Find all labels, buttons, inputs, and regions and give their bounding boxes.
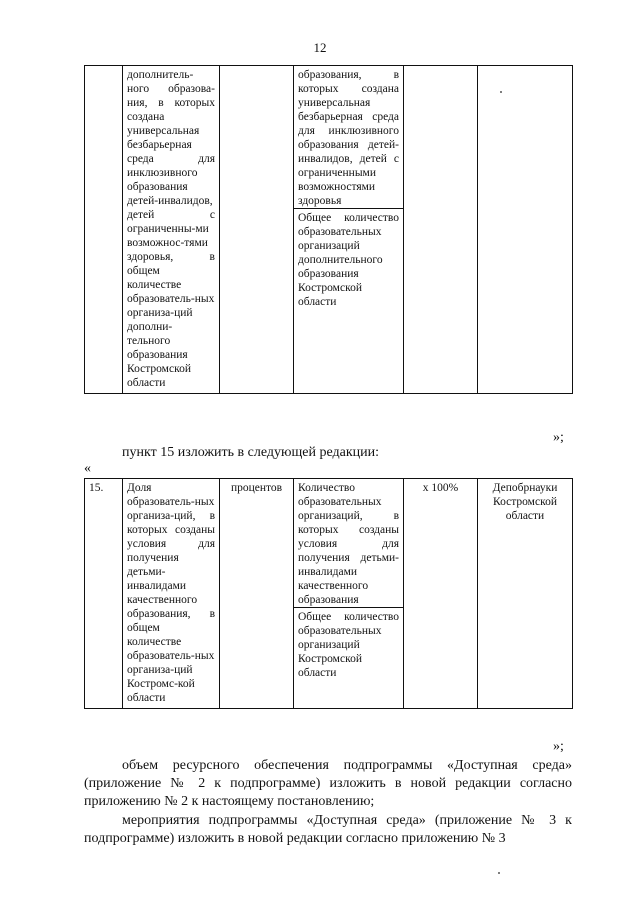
paragraph-activities: мероприятия подпрограммы «Доступная среда» (приложение № 3 к подпрограмме) изложить в новой редакции согласно приложению № 3 [84,813,572,846]
formula-cell: х 100% [404,479,478,709]
open-quote: « [84,461,91,476]
formula-cell [404,66,478,394]
instruction-text: пункт 15 изложить в следующей редакции: [122,445,379,460]
scan-speck [500,91,502,93]
table-row [85,66,573,394]
numerator-cell: образования, в которых создана универсальная безбарьерная среда для инклюзивного образования детей-инвалидов, детей с ограниченными возможностями здоровья [294,66,403,209]
num-cell [85,66,123,394]
close-quote-2: »; [553,739,564,754]
table-row [85,479,573,709]
paragraph-resource-support: объем ресурсного обеспечения подпрограммы «Доступная среда» (приложение № 2 к подпрограмме) изложить в новой редакции согласно приложению № 2 к настоящему постановлению; [84,758,572,809]
denominator-cell: Общее количество образовательных организаций Костромской области [298,611,399,679]
formula-parts-cell [294,479,404,709]
numerator-cell: Количество образовательных организаций, в которых созданы условия для получения детьми-инвалидами качественного образования [294,479,403,608]
num-cell: 15. [85,479,123,709]
source-cell: Депобрнауки Костромской области [478,479,573,709]
source-cell [478,66,573,394]
indicator-table-item-15 [84,478,573,709]
unit-cell: процентов [220,479,294,709]
scan-speck [498,872,500,874]
formula-parts-cell [294,66,404,394]
denominator-cell: Общее количество образовательных организаций дополнительного образования Костромской области [298,212,399,308]
unit-cell [220,66,294,394]
close-quote-1: »; [553,430,564,445]
indicator-cell: Доля образователь-ных организа-ций, в которых созданы условия для получения детьми-инвалидами качественного образования, в общем количестве образователь-ных организа-ций Костромс-кой области [123,479,220,709]
indicator-cell: дополнитель-ного образова-ния, в которых создана универсальная безбарьерная среда для инклюзивного образования детей-инвалидов, детей с ограниченны-ми возможнос-тями здоровья, в общем количестве образователь-ных организа-ций дополни-тельного образования Костромской области [123,66,220,394]
indicator-table-continued [84,65,573,394]
page-number: 12 [313,40,327,55]
